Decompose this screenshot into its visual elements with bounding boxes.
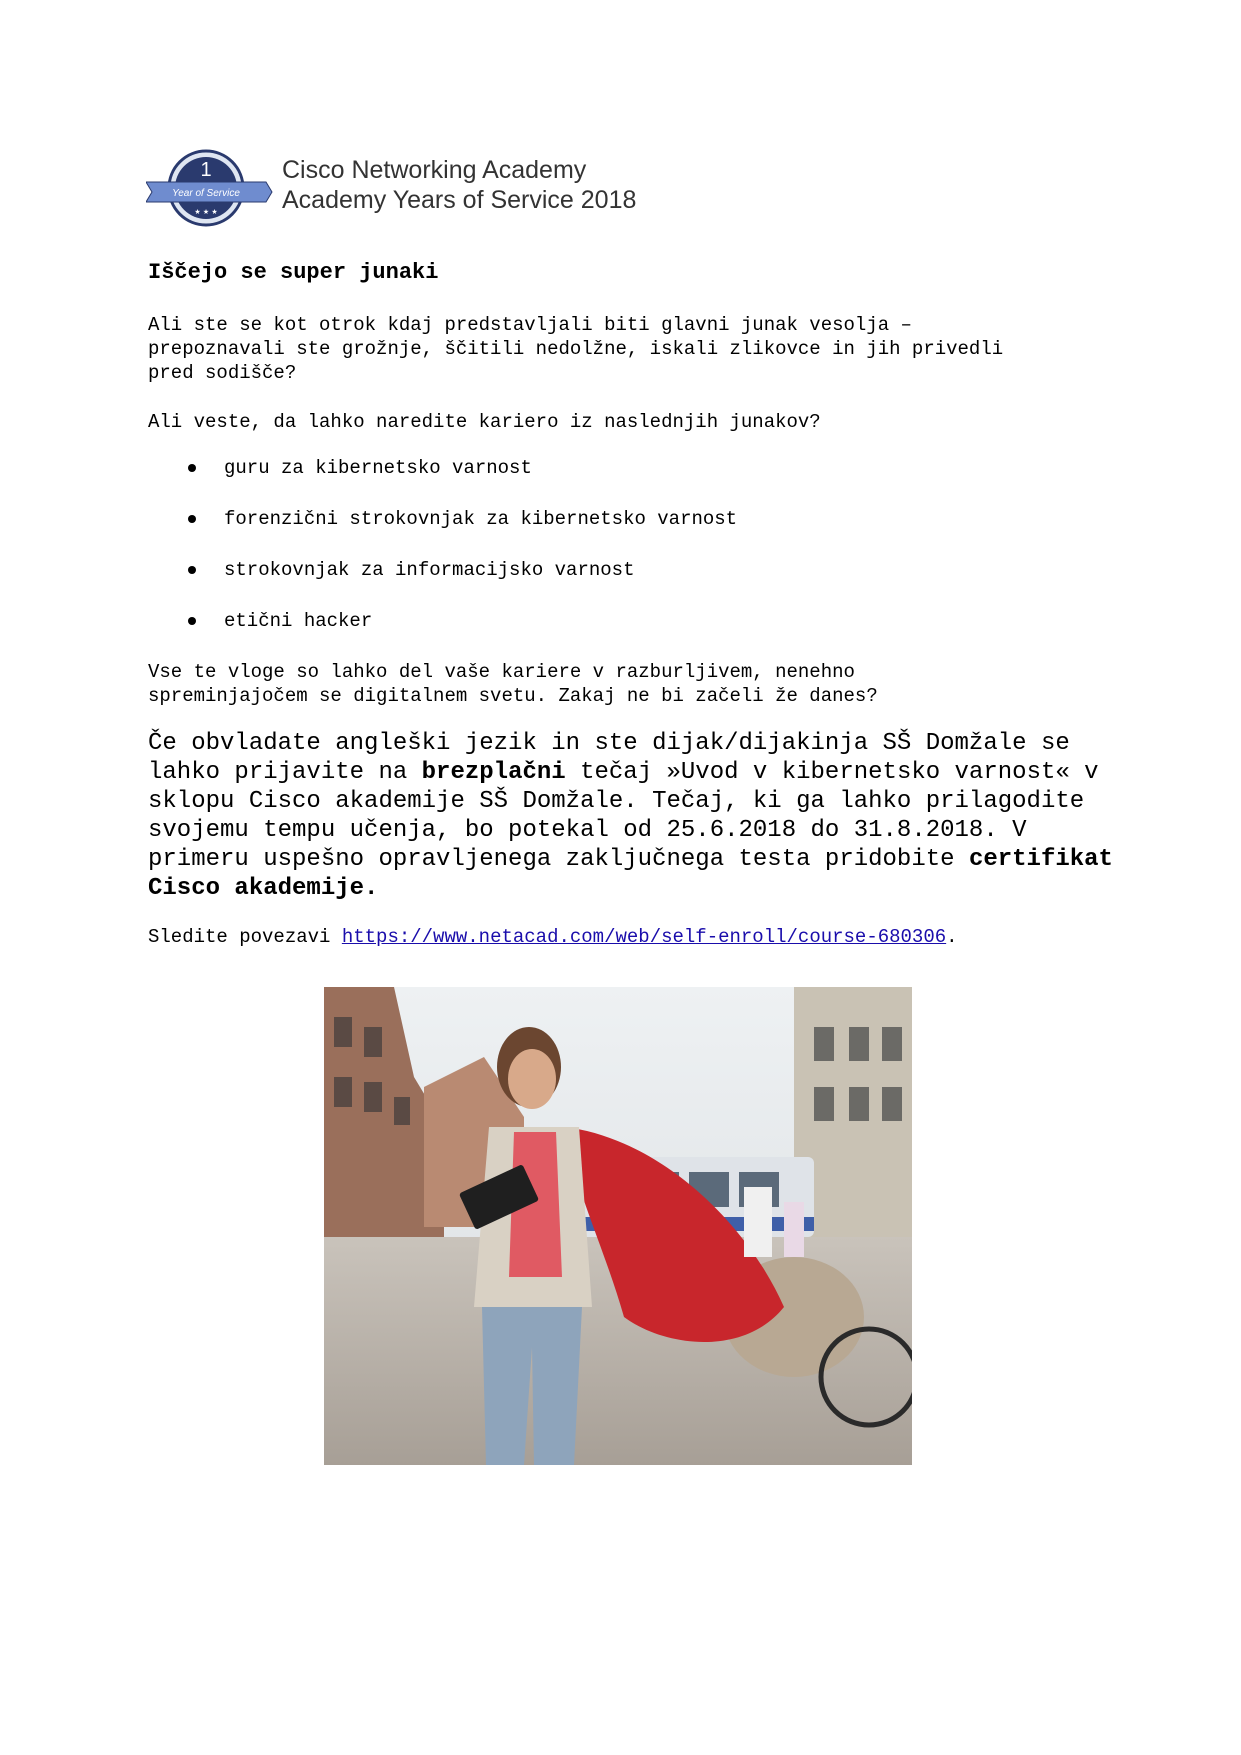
header-line-2: Academy Years of Service 2018	[282, 186, 637, 214]
list-item	[148, 507, 1048, 558]
list-item-label: forenzični strokovnjak za kibernetsko varnost	[224, 508, 738, 530]
course-text-2: tečaj »Uvod v kibernetsko varnost« v sklopu Cisco akademije SŠ Domžale. Tečaj, ki ga lahko prilagodite svojemu tempu učenja, bo potekal od 25.6.2018 do 31.8.2018. V primeru uspešno opravljenega zaključnega testa pridobite	[148, 759, 1099, 873]
year-of-service-badge-icon	[146, 148, 276, 228]
badge-number: 1	[200, 159, 212, 181]
page-title: Iščejo se super junaki	[148, 260, 439, 285]
free-emphasis: brezplačni	[421, 759, 566, 786]
intro-paragraph: Ali ste se kot otrok kdaj predstavljali biti glavni junak vesolja – prepoznavali ste grožnje, ščitili nedolžne, iskali zlikovce in jih privedli pred sodišče?	[148, 314, 1004, 384]
list-item	[148, 456, 1048, 507]
list-item-label: guru za kibernetsko varnost	[224, 457, 532, 479]
hero-photo	[324, 987, 912, 1465]
bullet-icon	[188, 464, 196, 472]
bullet-icon	[188, 617, 196, 625]
list-item	[148, 558, 1048, 609]
course-paragraph	[148, 729, 1138, 903]
list-item	[148, 609, 1048, 660]
bullet-icon	[188, 566, 196, 574]
roles-paragraph: Vse te vloge so lahko del vaše kariere v razburljivem, nenehno spreminjajočem se digitalnem svetu. Zakaj ne bi začeli že danes?	[148, 661, 878, 707]
course-text-1: Če obvladate angleški jezik in ste dijak/dijakinja SŠ Domžale se lahko prijavite na	[148, 730, 1070, 786]
link-prefix: Sledite povezavi	[148, 926, 342, 948]
question-paragraph: Ali veste, da lahko naredite kariero iz naslednjih junakov?	[148, 411, 821, 433]
list-item-label: etični hacker	[224, 610, 373, 632]
street-scene-illustration	[324, 987, 912, 1465]
enroll-link[interactable]: https://www.netacad.com/web/self-enroll/course-680306	[341, 926, 947, 948]
header-text	[282, 155, 636, 215]
header-line-1: Cisco Networking Academy	[282, 156, 587, 184]
header	[146, 148, 706, 228]
certificate-emphasis: certifikat Cisco akademije.	[148, 846, 1113, 902]
bullet-icon	[188, 515, 196, 523]
link-paragraph	[148, 925, 1098, 949]
badge-ribbon-label: Year of Service	[172, 188, 240, 199]
list-item-label: strokovnjak za informacijsko varnost	[224, 559, 635, 581]
career-list	[148, 456, 1048, 660]
svg-text:★ ★ ★: ★ ★ ★	[194, 208, 218, 216]
link-suffix: .	[946, 926, 958, 948]
